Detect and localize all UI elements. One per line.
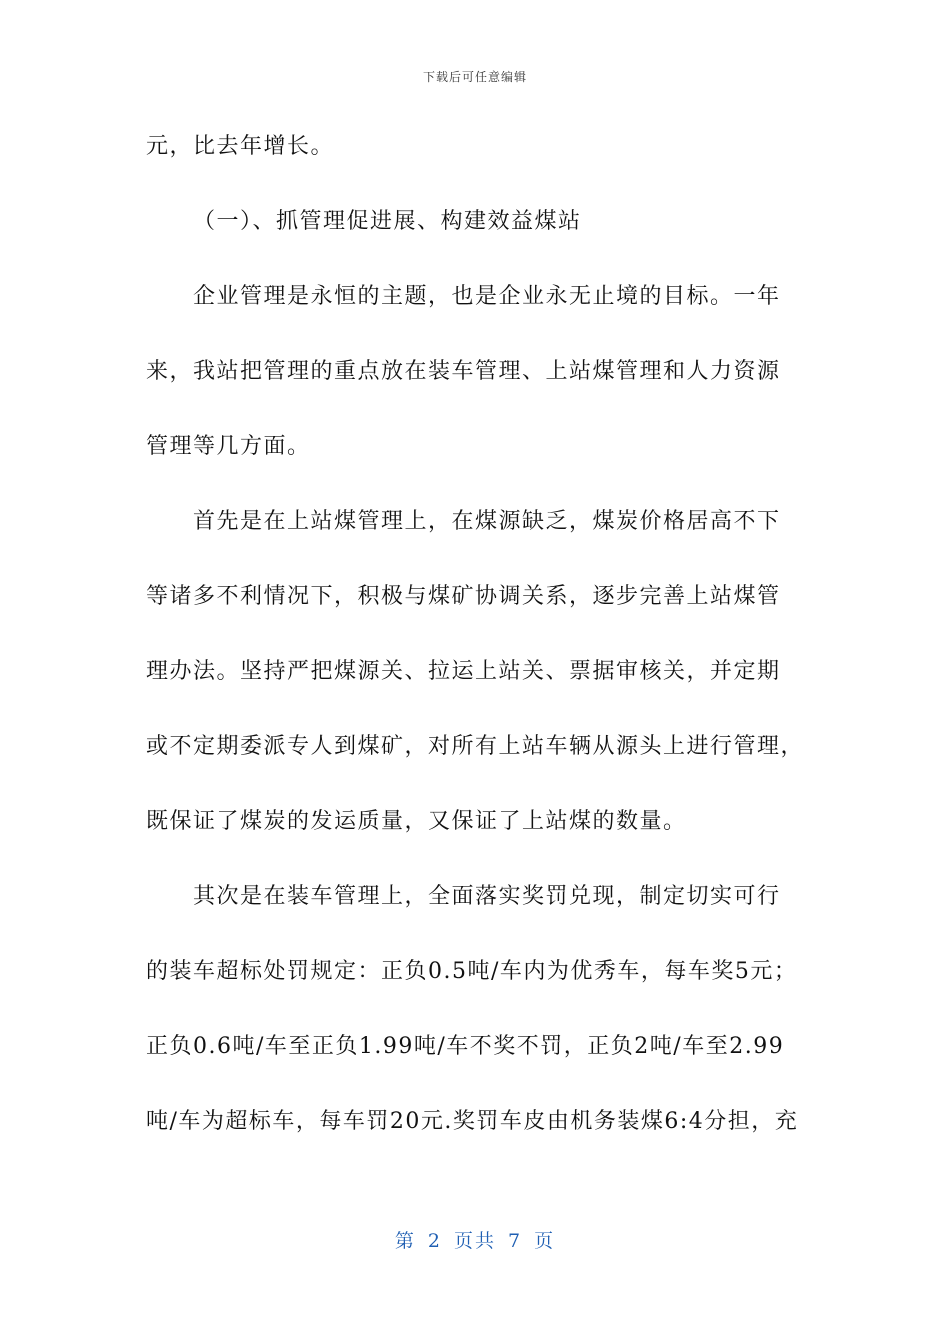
body-line: 其次是在装车管理上，全面落实奖罚兑现，制定切实可行 <box>193 884 781 909</box>
footer-prefix: 第 <box>394 1230 416 1252</box>
body-line: 或不定期委派专人到煤矿，对所有上站车辆从源头上进行管理， <box>146 734 805 759</box>
page-header: 下载后可任意编辑 <box>422 70 527 84</box>
body-line: 等诸多不利情况下，积极与煤矿协调关系，逐步完善上站煤管 <box>146 584 781 609</box>
body-line: 元，比去年增长。 <box>146 134 335 159</box>
page-number: 2 <box>427 1230 442 1252</box>
body-line: 企业管理是永恒的主题，也是企业永无止境的目标。一年 <box>193 284 781 309</box>
total-pages: 7 <box>508 1230 523 1252</box>
body-line: 正负0.6吨/车至正负1.99吨/车不奖不罚，正负2吨/车至2.99 <box>146 1034 785 1059</box>
body-line: 的装车超标处罚规定：正负0.5吨/车内为优秀车，每车奖5元； <box>146 959 798 984</box>
body-line: 管理等几方面。 <box>146 434 311 459</box>
footer-suffix: 页 <box>534 1230 556 1252</box>
document-body <box>146 128 806 1178</box>
body-line: 来，我站把管理的重点放在装车管理、上站煤管理和人力资源 <box>146 359 781 384</box>
page-footer <box>0 1226 950 1253</box>
section-heading: （一）、抓管理促进展、构建效益煤站 <box>193 209 582 234</box>
body-line: 吨/车为超标车，每车罚20元.奖罚车皮由机务装煤6:4分担，充 <box>146 1109 799 1134</box>
body-line: 理办法。坚持严把煤源关、拉运上站关、票据审核关，并定期 <box>146 659 781 684</box>
body-line: 首先是在上站煤管理上，在煤源缺乏，煤炭价格居高不下 <box>193 509 781 534</box>
body-line: 既保证了煤炭的发运质量，又保证了上站煤的数量。 <box>146 809 687 834</box>
footer-middle: 页共 <box>453 1230 496 1252</box>
